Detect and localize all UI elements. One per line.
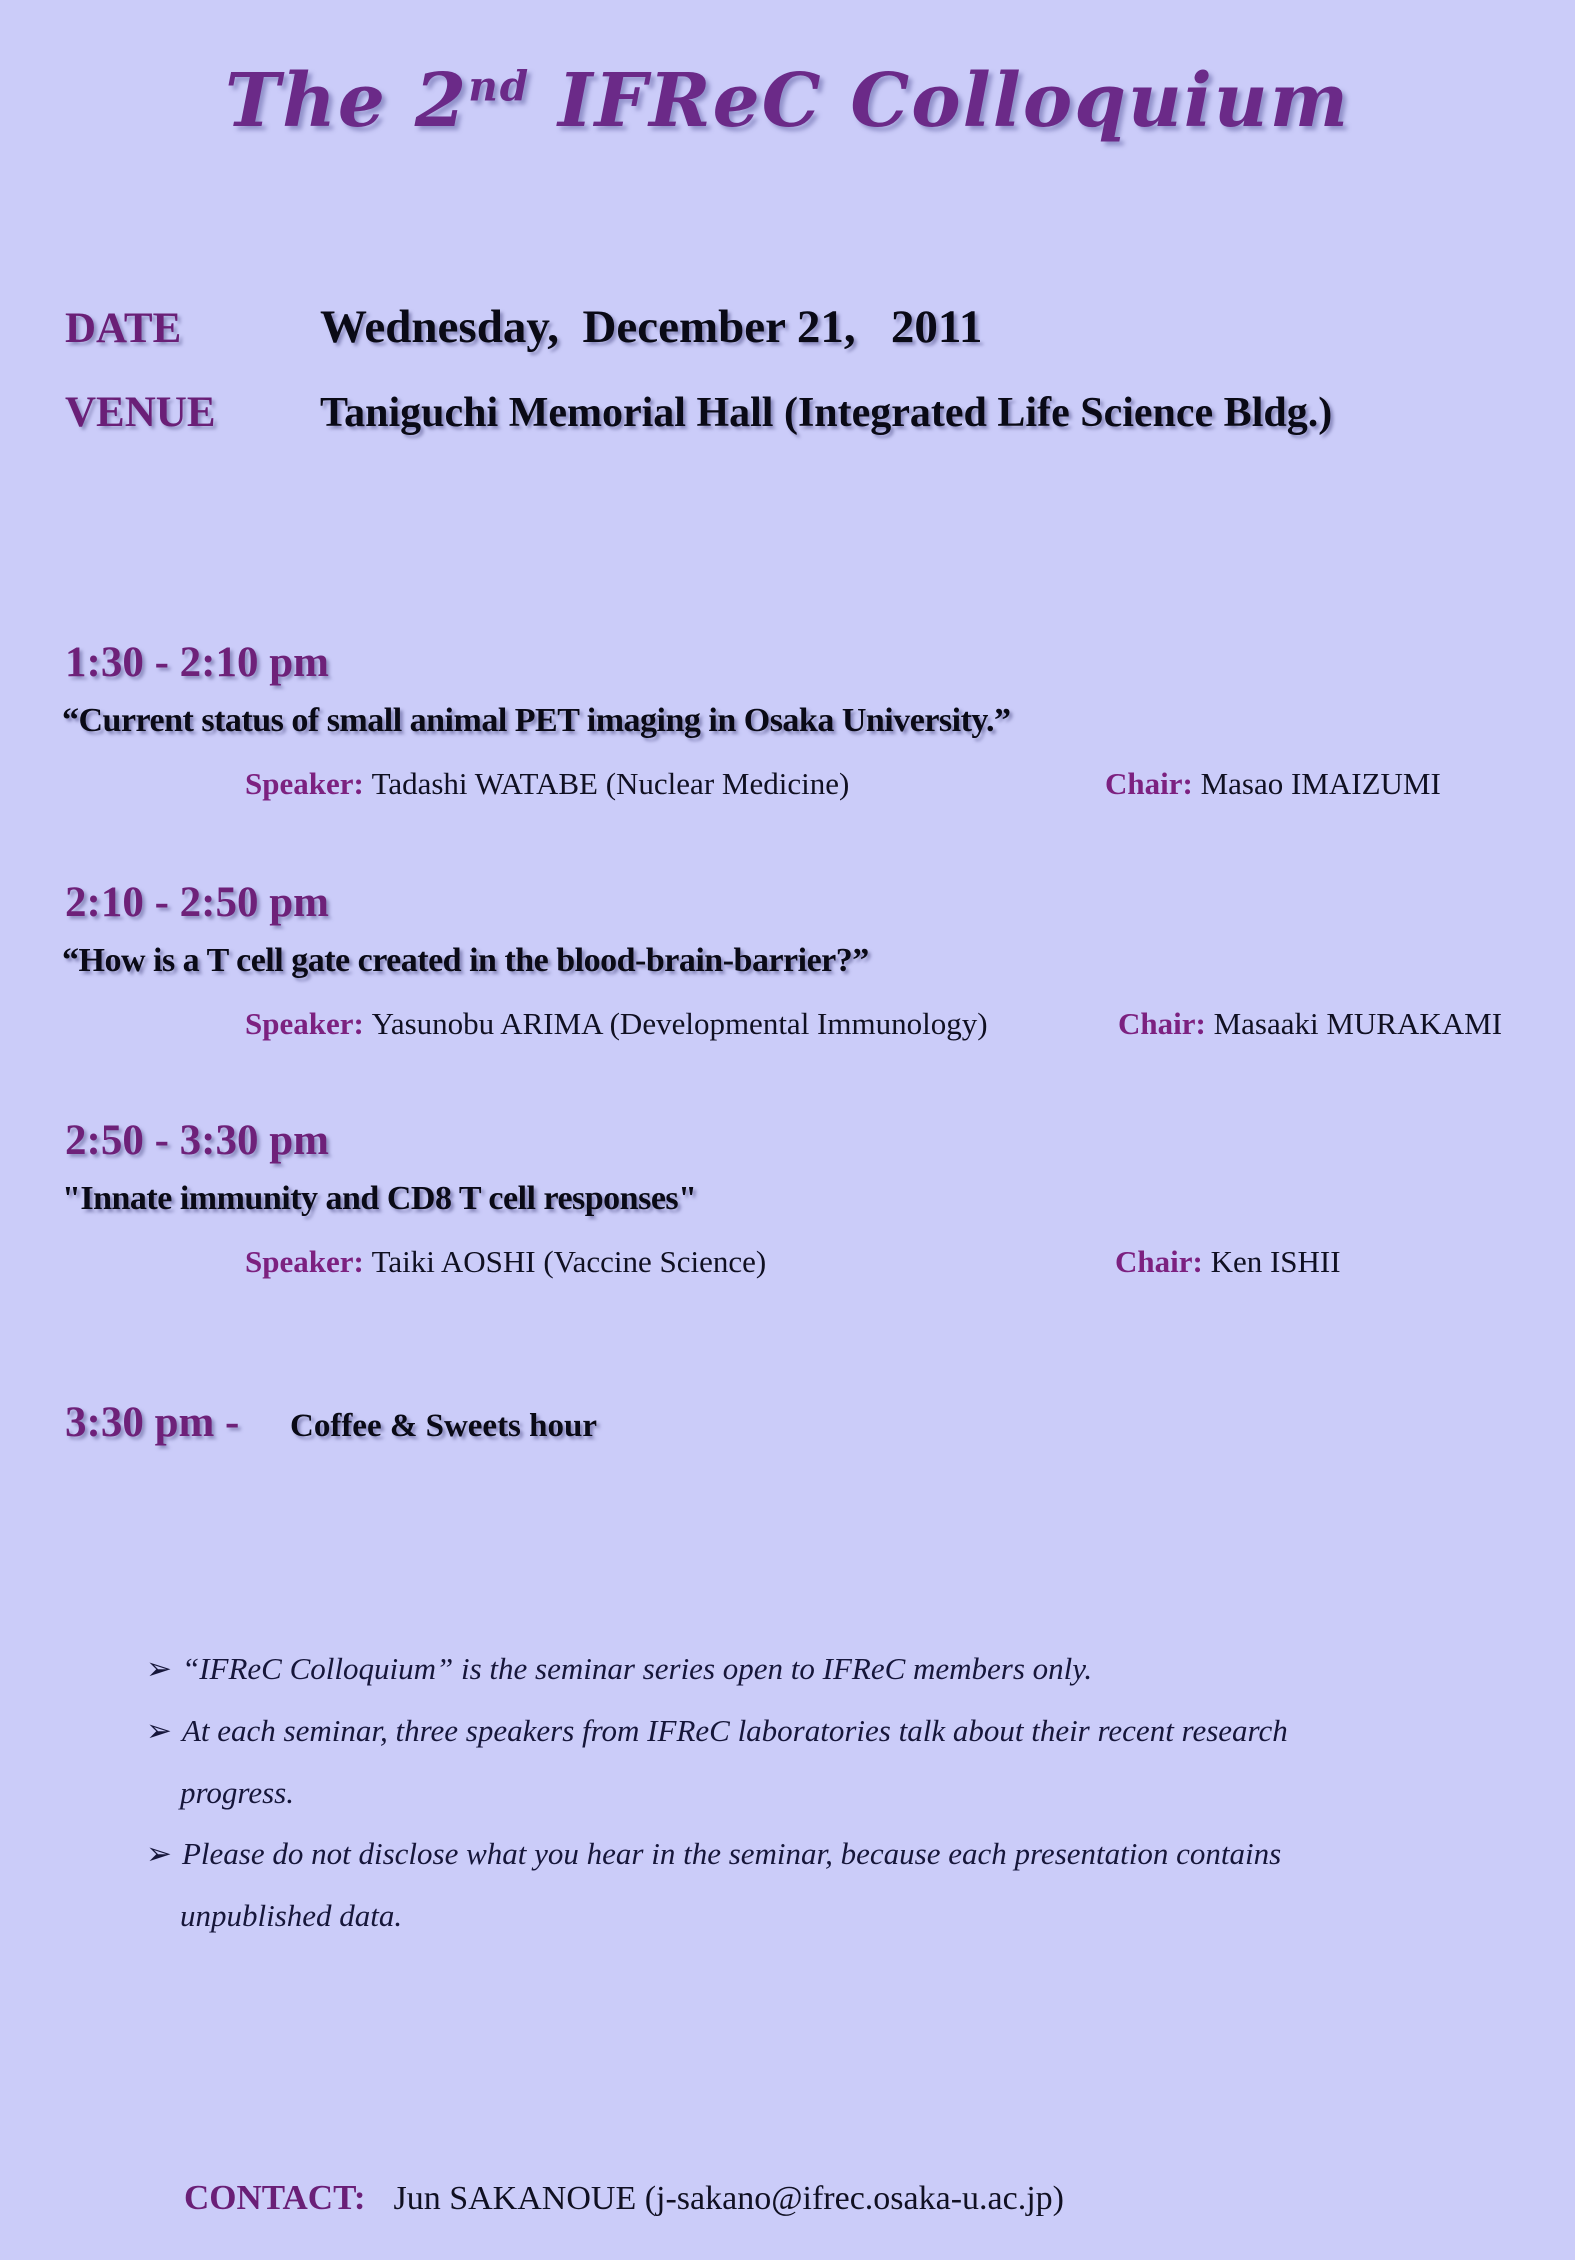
- session-3-time: 2:50 - 3:30 pm: [65, 1117, 329, 1164]
- arrow-bullet-icon: ➢: [146, 1651, 172, 1687]
- arrow-bullet-icon: ➢: [146, 1836, 172, 1872]
- note-text: “IFReC Colloquium” is the seminar series open to IFReC members only.: [181, 1651, 1093, 1686]
- speaker-label: Speaker:: [245, 1006, 372, 1041]
- venue-label: VENUE: [65, 389, 216, 436]
- chair-label: Chair:: [1115, 1244, 1211, 1279]
- contact-value: Jun SAKANOUE (j-sakano@ifrec.osaka-u.ac.jp): [393, 2180, 1064, 2217]
- session-3-chair: Ken ISHII: [1210, 1244, 1341, 1279]
- session-2-chair: Masaaki MURAKAMI: [1213, 1006, 1503, 1041]
- session-2-speaker: Yasunobu ARIMA (Developmental Immunology): [371, 1006, 988, 1041]
- session-3-chair-line: [1115, 1244, 1341, 1280]
- contact-label: CONTACT:: [184, 2178, 366, 2217]
- session-1-chair-line: [1105, 766, 1441, 802]
- contact-row: [150, 2140, 1064, 2256]
- note-text: At each seminar, three speakers from IFReC laboratories talk about their recent research progress.: [180, 1713, 1288, 1810]
- speaker-label: Speaker:: [245, 766, 372, 801]
- note-item: [146, 1700, 1356, 1823]
- session-3-speaker: Taiki AOSHI (Vaccine Science): [371, 1244, 767, 1279]
- session-2-time: 2:10 - 2:50 pm: [65, 879, 329, 926]
- speaker-label: Speaker:: [245, 1244, 372, 1279]
- session-3-title: "Innate immunity and CD8 T cell responses": [62, 1180, 697, 1217]
- chair-label: Chair:: [1118, 1006, 1214, 1041]
- coffee-time: 3:30 pm -: [65, 1399, 240, 1446]
- title-ordinal-superscript: nd: [468, 62, 531, 111]
- note-text: Please do not disclose what you hear in the seminar, because each presentation contains unpublished data.: [180, 1836, 1282, 1933]
- session-2-chair-line: [1118, 1006, 1502, 1042]
- session-1-speaker-line: [245, 766, 849, 802]
- session-2-speaker-line: [245, 1006, 988, 1042]
- session-3: [0, 1116, 1575, 1346]
- title-part1: The 2: [225, 58, 469, 144]
- session-2: [0, 878, 1575, 1108]
- coffee-label: Coffee & Sweets hour: [290, 1408, 598, 1444]
- session-1-speaker: Tadashi WATABE (Nuclear Medicine): [371, 766, 850, 801]
- session-2-title: “How is a T cell gate created in the blood-brain-barrier?”: [62, 942, 869, 979]
- arrow-bullet-icon: ➢: [146, 1713, 172, 1749]
- session-3-speaker-line: [245, 1244, 766, 1280]
- page-title: [0, 58, 1575, 144]
- chair-label: Chair:: [1105, 766, 1201, 801]
- session-1: [0, 638, 1575, 868]
- note-item: [146, 1823, 1356, 1946]
- title-part2: IFReC Colloquium: [530, 58, 1350, 144]
- date-row: [65, 300, 982, 354]
- session-1-chair: Masao IMAIZUMI: [1200, 766, 1441, 801]
- session-1-time: 1:30 - 2:10 pm: [65, 639, 329, 686]
- notes-list: [146, 1638, 1356, 1946]
- date-value: Wednesday, December 21, 2011: [320, 301, 983, 353]
- session-1-title: “Current status of small animal PET imaging in Osaka University.”: [62, 702, 1011, 739]
- date-label: DATE: [65, 305, 182, 352]
- venue-row: [65, 388, 1332, 437]
- note-item: [146, 1638, 1356, 1700]
- venue-value: Taniguchi Memorial Hall (Integrated Life Science Bldg.): [320, 390, 1333, 436]
